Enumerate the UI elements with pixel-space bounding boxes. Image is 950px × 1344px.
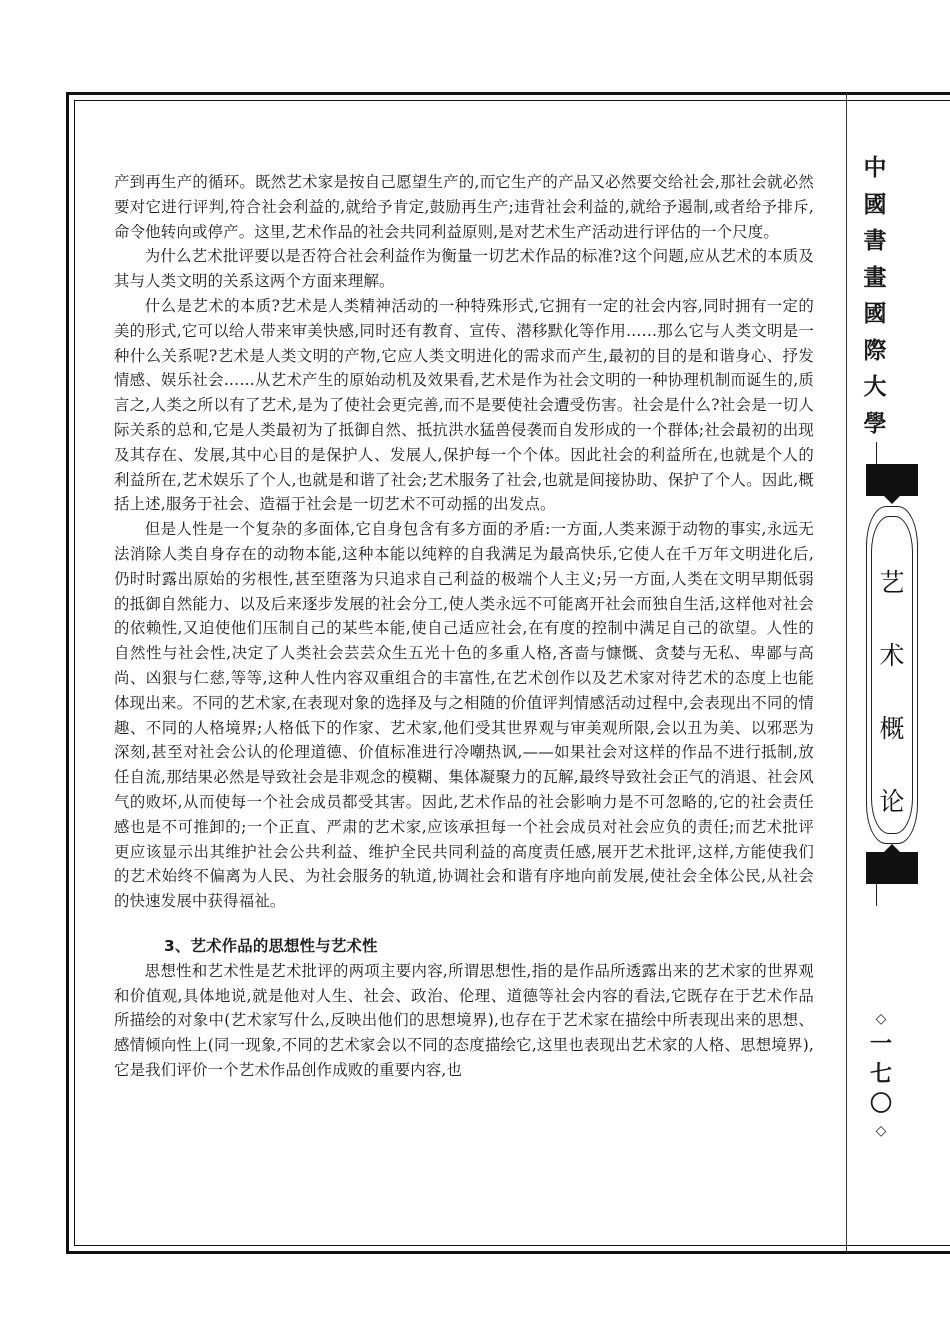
book-title <box>866 546 918 838</box>
book-title-cartouche <box>866 506 918 844</box>
page-number-char: 七 <box>869 1062 892 1087</box>
title-char: 论 <box>879 787 905 816</box>
university-char: 國 <box>863 191 887 218</box>
body-text <box>114 170 814 1083</box>
title-char: 概 <box>879 714 905 743</box>
diamond-icon: ◇ <box>875 1011 887 1027</box>
paragraph-1: 产到再生产的循环。既然艺术家是按自己愿望生产的,而它生产的产品又必然要交给社会,那社会就必然要对它进行评判,符合社会利益的,就给予肯定,鼓励再生产;违背社会利益的,就给予遏制,或者给予排斥,命令他转向或停产。这里,艺术作品的社会共同利益原则,是对艺术生产活动进行评估的一个尺度。 <box>114 173 814 241</box>
university-char: 畫 <box>863 264 887 291</box>
university-name <box>858 150 892 442</box>
page-number-char: 一 <box>869 1032 892 1057</box>
university-char: 書 <box>863 228 887 254</box>
sidebar-divider <box>846 93 847 1253</box>
title-char: 艺 <box>879 568 905 597</box>
paragraph-3: 什么是艺术的本质?艺术是人类精神活动的一种特殊形式,它拥有一定的社会内容,同时拥有一定的美的形式,它可以给人带来审美快感,同时还有教育、宣传、潜移默化等作用……那么它与人类文明是一种什么关系呢?艺术是人类文明的产物,它应人类文明进化的需求而产生,最初的目的是和谐身心、抒发情感、娱乐社会……从艺术产生的原始动机及效果看,艺术是作为社会文明的一种协理机制而诞生的,质言之,人类之所以有了艺术,是为了使社会更完善,而不是要使社会遭受伤害。社会是什么?社会是一切人际关系的总和,它是人类最初为了抵御自然、抵抗洪水猛兽侵袭而自发形成的一个群体;社会最初的出现及其存在、发展,其中心目的是保护人、发展人,保护每一个个体。因此社会的利益所在,也就是个人的利益所在,艺术娱乐了个人,也就是和谐了社会;艺术服务了社会,也就是间接协助、保护了个人。因此,概括上述,服务于社会、造福于社会是一切艺术不可动摇的出发点。 <box>114 296 814 514</box>
university-char: 中 <box>863 155 887 181</box>
title-cap-top <box>866 464 918 496</box>
diamond-icon: ◇ <box>875 1123 887 1139</box>
paragraph-4: 但是人性是一个复杂的多面体,它自身包含有多方面的矛盾:一方面,人类来源于动物的事实,永远无法消除人类自身存在的动物本能,这种本能以纯粹的自我满足为最高快乐,它使人在千万年文明进化后,仍时时露出原始的劣根性,甚至堕落为只追求自己利益的极端个人主义;另一方面,人类在文明早期低弱的抵御自然能力、以及后来逐步发展的社会分工,使人类永远不可能离开社会而独自生活,这样他对社会的依赖性,又迫使他们压制自己的某些本能,使自己适应社会,在有度的控制中满足自己的欲望。人性的自然性与社会性,决定了人类社会芸芸众生五光十色的多重人格,吝啬与慷慨、贪婪与无私、卑鄙与高尚、凶狠与仁慈,等等,这种人性内容双重组合的丰富性,在艺术创作以及艺术家对待艺术的态度上也能体现出来。不同的艺术家,在表现对象的选择及与之相随的价值评判情感活动过程中,会表现出不同的情趣、不同的人格境界;人格低下的作家、艺术家,他们受其世界观与审美观所限,会以丑为美、以邪恶为深刻,甚至对社会公认的伦理道德、价值标准进行冷嘲热讽,——如果社会对这样的作品不进行抵制,放任自流,那结果必然是导致社会是非观念的模糊、集体凝聚力的瓦解,最终导致社会正气的消退、社会风气的败坏,从而使每一个社会成员都受其害。因此,艺术作品的社会影响力是不可忽略的,它的社会责任感也是不可推卸的;一个正直、严肃的艺术家,应该承担每一个社会成员对社会应负的责任;而艺术批评更应该显示出其维护社会公共利益、维护全民共同利益的高度责任感,展开艺术批评,这样,方能使我们的艺术始终不偏离为人民、为社会服务的轨道,协调社会和谐有序地向前发展,使社会全体公民,从社会的快速发展中获得福祉。 <box>114 520 814 911</box>
page-number-char: 〇 <box>869 1092 892 1117</box>
university-char: 國 <box>863 301 887 327</box>
section-heading: 3、艺术作品的思想性与艺术性 <box>164 936 378 955</box>
sidebar-connector <box>876 884 877 906</box>
page-number <box>862 1008 900 1142</box>
university-char: 大 <box>863 374 887 400</box>
sidebar-connector <box>876 442 877 464</box>
paragraph-2: 为什么艺术批评要以是否符合社会利益作为衡量一切艺术作品的标准?这个问题,应从艺术的本质及其与人类文明的关系这两个方面来理解。 <box>114 247 814 291</box>
title-cap-bottom <box>866 852 918 884</box>
university-char: 學 <box>863 410 887 437</box>
section-paragraph: 思想性和艺术性是艺术批评的两项主要内容,所谓思想性,指的是作品所透露出来的艺术家的世界观和价值观,具体地说,就是他对人生、社会、政治、伦理、道德等社会内容的看法,它既存在于艺术作品所描绘的对象中(艺术家写什么,反映出他们的思想境界),也存在于艺术家在描绘中所表现出来的思想、感情倾向性上(同一现象,不同的艺术家会以不同的态度描绘它,这里也表现出艺术家的人格、思想境界),它是我们评价一个艺术作品创作成败的重要内容,也 <box>114 961 814 1079</box>
title-char: 术 <box>879 641 905 670</box>
university-char: 際 <box>863 337 887 364</box>
